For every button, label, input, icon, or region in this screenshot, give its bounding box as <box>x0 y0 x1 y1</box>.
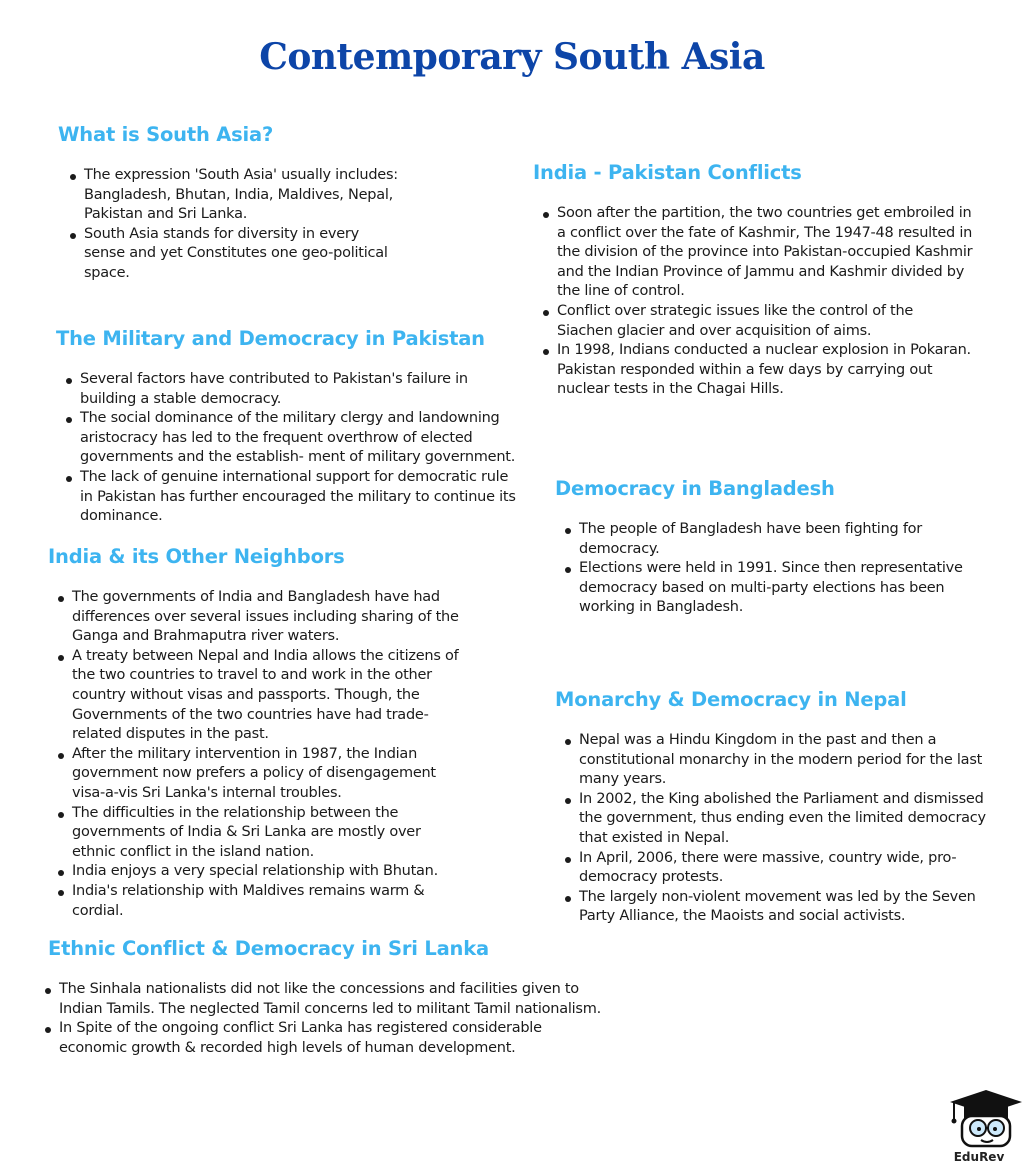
list-item: The Sinhala nationalists did not like the concessions and facilities given to Indian Tamils. The neglected Tamil concerns led to militant Tamil nationalism. <box>45 980 605 1019</box>
section-what-is-south-asia <box>58 123 438 284</box>
list-item: The difficulties in the relationship between the governments of India & Sri Lanka are mostly over ethnic conflict in the island nation. <box>58 804 468 863</box>
list-item: Soon after the partition, the two countries get embroiled in a conflict over the fate of Kashmir, The 1947-48 resulted in the division of the province into Pakistan-occupied Kashmir and the Indian Province of Jammu and Kashmir divided by the line of control. <box>543 204 973 302</box>
bullet-list <box>543 204 973 400</box>
list-item: India's relationship with Maldives remains warm & cordial. <box>58 882 468 921</box>
section-india-neighbors <box>48 545 478 921</box>
list-item: Elections were held in 1991. Since then representative democracy based on multi-party elections has been working in Bangladesh. <box>565 559 1000 618</box>
list-item: After the military intervention in 1987, the Indian government now prefers a policy of disengagement visa-a-vis Sri Lanka's internal troubles. <box>58 745 468 804</box>
section-heading: The Military and Democracy in Pakistan <box>56 327 485 350</box>
section-heading: What is South Asia? <box>58 123 274 146</box>
list-item: Nepal was a Hindu Kingdom in the past and then a constitutional monarchy in the modern period for the last many years. <box>565 731 1000 790</box>
bullet-list <box>70 166 400 284</box>
section-military-democracy-pakistan <box>56 327 526 527</box>
bullet-list <box>66 370 516 527</box>
bullet-list <box>565 520 1000 618</box>
section-heading: Monarchy & Democracy in Nepal <box>555 688 907 711</box>
list-item: In Spite of the ongoing conflict Sri Lanka has registered considerable economic growth & recorded high levels of human development. <box>45 1019 605 1058</box>
section-heading: India & its Other Neighbors <box>48 545 345 568</box>
list-item: The expression 'South Asia' usually includes: Bangladesh, Bhutan, India, Maldives, Nepal, Pakistan and Sri Lanka. <box>70 166 400 225</box>
list-item: The lack of genuine international support for democratic rule in Pakistan has further encouraged the military to continue its dominance. <box>66 468 516 527</box>
section-heading: India - Pakistan Conflicts <box>533 161 802 184</box>
list-item: In 1998, Indians conducted a nuclear explosion in Pokaran. Pakistan responded within a few days by carrying out nuclear tests in the Chagai Hills. <box>543 341 973 400</box>
section-monarchy-democracy-nepal <box>555 688 1005 927</box>
list-item: The people of Bangladesh have been fighting for democracy. <box>565 520 1000 559</box>
bullet-list <box>45 980 605 1058</box>
list-item: India enjoys a very special relationship with Bhutan. <box>58 862 468 882</box>
section-heading: Ethnic Conflict & Democracy in Sri Lanka <box>48 937 489 960</box>
bullet-list <box>565 731 1000 927</box>
list-item: Conflict over strategic issues like the control of the Siachen glacier and over acquisition of aims. <box>543 302 973 341</box>
list-item: In April, 2006, there were massive, country wide, pro-democracy protests. <box>565 849 1000 888</box>
list-item: South Asia stands for diversity in every sense and yet Constitutes one geo-political space. <box>70 225 400 284</box>
edurev-logo <box>948 1088 1024 1168</box>
section-sri-lanka <box>48 937 618 1058</box>
list-item: The governments of India and Bangladesh have had differences over several issues including sharing of the Ganga and Brahmaputra river waters. <box>58 588 468 647</box>
section-democracy-bangladesh <box>555 477 1005 618</box>
list-item: The social dominance of the military clergy and landowning aristocracy has led to the frequent overthrow of elected governments and the establish- ment of military government. <box>66 409 516 468</box>
graduation-cap-icon <box>948 1088 1024 1152</box>
list-item: A treaty between Nepal and India allows the citizens of the two countries to travel to and work in the other country without visas and passports. Though, the Governments of the two countries have had trade- related disputes in the past. <box>58 647 468 745</box>
list-item: The largely non-violent movement was led by the Seven Party Alliance, the Maoists and social activists. <box>565 888 1000 927</box>
bullet-list <box>58 588 468 921</box>
page-title: Contemporary South Asia <box>259 36 765 78</box>
list-item: In 2002, the King abolished the Parliament and dismissed the government, thus ending even the limited democracy that existed in Nepal. <box>565 790 1000 849</box>
list-item: Several factors have contributed to Pakistan's failure in building a stable democracy. <box>66 370 516 409</box>
logo-text: EduRev <box>953 1150 1005 1164</box>
section-india-pakistan-conflicts <box>533 161 973 400</box>
section-heading: Democracy in Bangladesh <box>555 477 835 500</box>
